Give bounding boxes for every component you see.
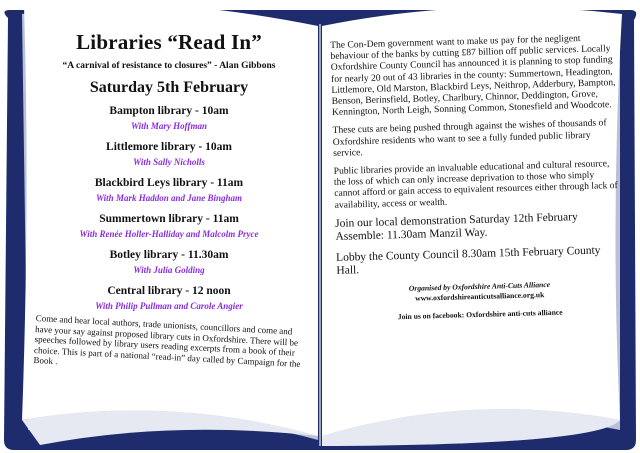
event-venue: Bampton library - 10am [109, 105, 229, 117]
event-venue: Littlemore library - 10am [106, 141, 232, 153]
event-venue: Botley library - 11.30am [109, 249, 229, 261]
right-page-content [330, 32, 623, 323]
intro-paragraph: Come and hear local authors, trade unionists, councillors and come and have your say against proposed library cuts in Oxfordshire. There will be speeches followed by library users reading excerpts from a book of their choice. This is part of a national “read-in” day called by Campaign for the Book . [33, 313, 301, 369]
event-venue: Summertown library - 11am [99, 213, 239, 225]
event-date: Saturday 5th February [89, 79, 249, 96]
event-guests: With Sally Nicholls [133, 157, 205, 167]
organiser-line: Organised by Oxfordshire Anti-Cuts Alliance [408, 280, 551, 294]
page-title: Libraries “Read In” [76, 30, 262, 54]
event-list [30, 105, 308, 311]
event-guests: With Julia Golding [133, 265, 205, 275]
facebook-line: Join us on facebook: Oxfordshire anti-cuts alliance [397, 308, 563, 322]
event-venue: Central library - 12 noon [107, 285, 231, 297]
lobby-notice: Lobby the County Council 8.30am 15th February County Hall. [335, 244, 601, 277]
libraries-paragraph: Public libraries provide an invaluable educational and cultural resource, the loss of which can only increase deprivation to those who simply cannot afford or gain access to equivalent resources either through lack of availability, access or wealth. [333, 158, 618, 211]
cuts-paragraph: The Con-Dem government want to make us pay for the negligent behaviour of the banks by cutting £87 billion off public services. Locally Oxfordshire County Council has announced it is planning to stop funding for nearly 20 out of 43 libraries in the county: Summertown, Headington, Littlemore, Old Marston, Blackbird Leys, Neithrop, Adderbury, Bampton, Benson, Berinsfield, Botley, Charlbury, Chinnor, Deddington, Grove, Kennington, North Leigh, Sonning Common, Stonesfield and Woodcote. [330, 33, 616, 119]
event-guests: With Renée Holler-Halliday and Malcolm Pryce [79, 229, 259, 239]
wishes-paragraph: These cuts are being pushed through against the wishes of thousands of Oxfordshire residents who want to see a fully funded public library service. [332, 117, 607, 159]
event-guests: With Mark Haddon and Jane Bingham [96, 193, 242, 203]
event-guests: With Mary Hoffman [130, 121, 207, 131]
quote: “A carnival of resistance to closures” - Alan Gibbons [62, 61, 276, 71]
event-venue: Blackbird Leys library - 11am [94, 177, 244, 189]
event-guests: With Philip Pullman and Carole Angier [95, 301, 243, 311]
left-page-content [30, 8, 308, 369]
website-link[interactable]: www.oxfordshireanticutsalliance.org.uk [415, 290, 545, 304]
demonstration-notice: Join our local demonstration Saturday 12th February Assemble: 11.30am Manzil Way. [334, 210, 578, 244]
